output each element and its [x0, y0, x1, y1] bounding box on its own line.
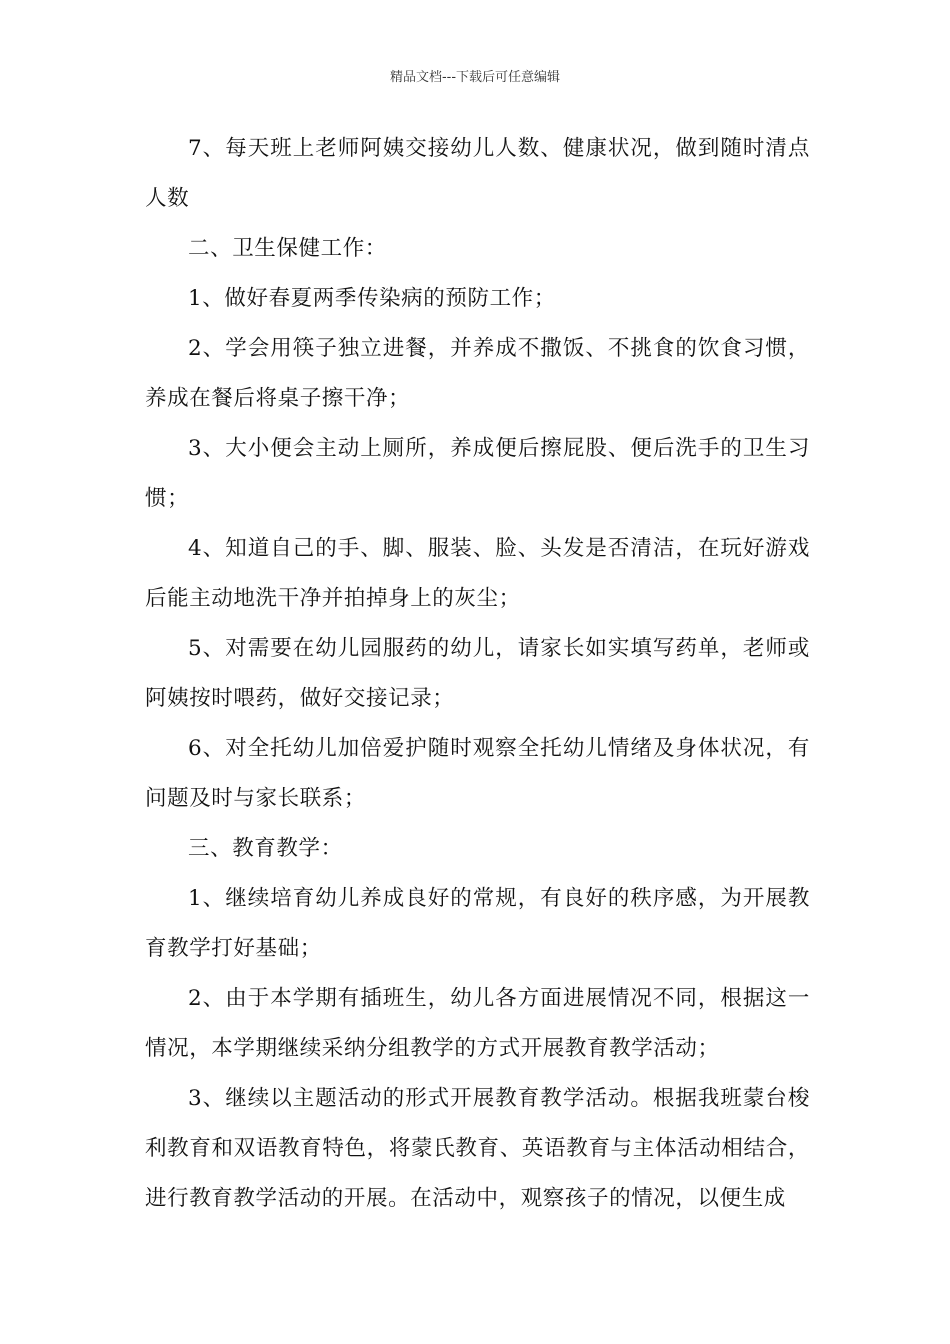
section-heading-health-care: 二、卫生保健工作： [188, 236, 387, 261]
page-header: 精品文档---下载后可任意编辑 [389, 70, 561, 85]
section-heading-education: 三、教育教学： [188, 836, 343, 861]
paragraph-item-4-cleanliness: 4、知道自己的手、脚、服装、脸、头发是否清洁，在玩好游戏后能主动地洗干净并拍掉身上的灰尘； [145, 536, 810, 611]
document-body [145, 124, 810, 1224]
paragraph-item-6-boarding-care: 6、对全托幼儿加倍爱护随时观察全托幼儿情绪及身体状况，有问题及时与家长联系； [145, 736, 810, 811]
paragraph-item-1-routines: 1、继续培育幼儿养成良好的常规，有良好的秩序感，为开展教育教学打好基础； [145, 886, 810, 961]
paragraph-item-2-eating-habits: 2、学会用筷子独立进餐，并养成不撒饭、不挑食的饮食习惯，养成在餐后将桌子擦干净； [145, 336, 810, 411]
paragraph-item-7-handover: 7、每天班上老师阿姨交接幼儿人数、健康状况，做到随时清点人数 [145, 136, 810, 211]
paragraph-item-3-toilet-habits: 3、大小便会主动上厕所，养成便后擦屁股、便后洗手的卫生习惯； [145, 436, 810, 511]
paragraph-item-2-group-teaching: 2、由于本学期有插班生，幼儿各方面进展情况不同，根据这一情况，本学期继续采纳分组教学的方式开展教育教学活动； [145, 986, 810, 1061]
paragraph-item-1-disease-prevention: 1、做好春夏两季传染病的预防工作； [188, 286, 556, 311]
paragraph-item-3-theme-activities: 3、继续以主题活动的形式开展教育教学活动。根据我班蒙台梭利教育和双语教育特色，将蒙氏教育、英语教育与主体活动相结合，进行教育教学活动的开展。在活动中，观察孩子的情况，以便生成 [145, 1086, 810, 1211]
paragraph-item-5-medication: 5、对需要在幼儿园服药的幼儿，请家长如实填写药单，老师或阿姨按时喂药，做好交接记录； [145, 636, 810, 711]
